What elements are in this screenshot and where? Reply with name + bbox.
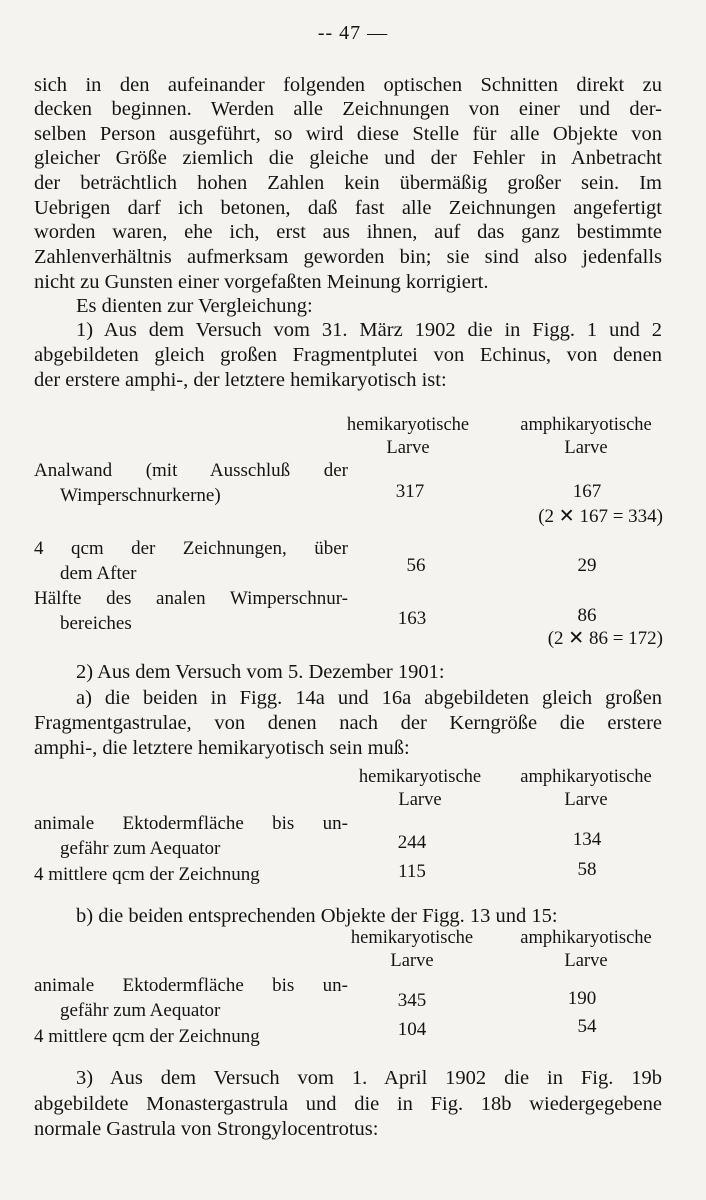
row-label: 4 mittlere qcm der Zeichnung — [34, 864, 260, 885]
value-amphi: 58 — [577, 859, 597, 880]
row-label: 4 qcm der Zeichnungen, über dem After — [34, 538, 348, 584]
section3-line: abgebildete Monastergastrula und die in Fig. 18b wiedergegebene — [34, 1093, 662, 1115]
value-hemi: 345 — [397, 990, 427, 1011]
value-amphi: 134 — [572, 829, 602, 850]
section2-heading: 2) Aus dem Versuch vom 5. Dezember 1901: — [76, 661, 445, 683]
page-number: -- 47 — — [317, 22, 389, 44]
value-amphi: 167 — [572, 481, 602, 502]
row-label: Hälfte des analen Wimperschnur- bereiches — [34, 588, 348, 634]
value-hemi: 56 — [406, 555, 426, 576]
section2a-line: Fragmentgastrulae, von denen nach der Kerngröße die erstere — [34, 712, 662, 734]
column-header-amphi: amphikaryotische Larve — [520, 928, 652, 971]
section3-line: normale Gastrula von Strongylocentrotus: — [34, 1118, 379, 1140]
paragraph-line: decken beginnen. Werden alle Zeichnungen von einer und der- — [34, 98, 662, 120]
value-hemi: 244 — [397, 832, 427, 853]
row-label: animale Ektodermfläche bis un- gefähr zum Aequator — [34, 975, 348, 1021]
column-header-hemi: hemikaryotische Larve — [350, 928, 474, 971]
paragraph-line: der beträchtlich hohen Zahlen kein übermäßig großer sein. Im — [34, 172, 662, 194]
row-label: animale Ektodermfläche bis un- gefähr zum Aequator — [34, 813, 348, 859]
comparison-intro: Es dienten zur Vergleichung: — [76, 295, 313, 317]
value-amphi: 29 — [577, 555, 597, 576]
multiplication-note: (2 ✕ 86 = 172) — [547, 628, 663, 649]
value-amphi: 86 — [577, 605, 597, 626]
section1-line: der erstere amphi-, der letztere hemikaryotisch ist: — [34, 369, 447, 391]
paragraph-line: sich in den aufeinander folgenden optischen Schnitten direkt zu — [34, 74, 662, 96]
value-hemi: 317 — [395, 481, 425, 502]
paragraph-line: selben Person ausgeführt, so wird diese Stelle für alle Objekte von — [34, 123, 662, 145]
column-header-hemi: hemikaryotische Larve — [358, 767, 482, 810]
row-label: 4 mittlere qcm der Zeichnung — [34, 1026, 260, 1047]
section1-line: 1) Aus dem Versuch vom 31. März 1902 die in Figg. 1 und 2 — [76, 319, 662, 341]
section2b-line: b) die beiden entsprechenden Objekte der Figg. 13 und 15: — [76, 905, 558, 927]
paragraph-line: Zahlenverhältnis aufmerksam geworden bin; sie sind also jedenfalls — [34, 246, 662, 268]
column-header-hemi: hemikaryotische Larve — [346, 415, 470, 458]
value-hemi: 104 — [397, 1019, 427, 1040]
value-amphi: 190 — [567, 988, 597, 1009]
paragraph-line: Uebrigen darf ich betonen, daß fast alle Zeichnungen angefertigt — [34, 197, 662, 219]
section2a-line: amphi-, die letztere hemikaryotisch sein muß: — [34, 737, 410, 759]
paragraph-line: nicht zu Gunsten einer vorgefaßten Meinung korrigiert. — [34, 271, 489, 293]
multiplication-note: (2 ✕ 167 = 334) — [538, 506, 663, 527]
section2a-line: a) die beiden in Figg. 14a und 16a abgebildeten gleich großen — [76, 687, 662, 709]
section3-line: 3) Aus dem Versuch vom 1. April 1902 die in Fig. 19b — [76, 1067, 662, 1089]
column-header-amphi: amphikaryotische Larve — [520, 415, 652, 458]
paragraph-line: worden waren, ehe ich, erst aus ihnen, auf das ganz bestimmte — [34, 221, 662, 243]
column-header-amphi: amphikaryotische Larve — [520, 767, 652, 810]
value-hemi: 115 — [398, 861, 426, 882]
value-hemi: 163 — [397, 608, 427, 629]
section1-line: abgebildeten gleich großen Fragmentplutei von Echinus, von denen — [34, 344, 662, 366]
value-amphi: 54 — [577, 1016, 597, 1037]
paragraph-line: gleicher Größe ziemlich die gleiche und der Fehler in Anbetracht — [34, 147, 662, 169]
row-label: Analwand (mit Ausschluß der Wimperschnurkerne) — [34, 460, 348, 506]
